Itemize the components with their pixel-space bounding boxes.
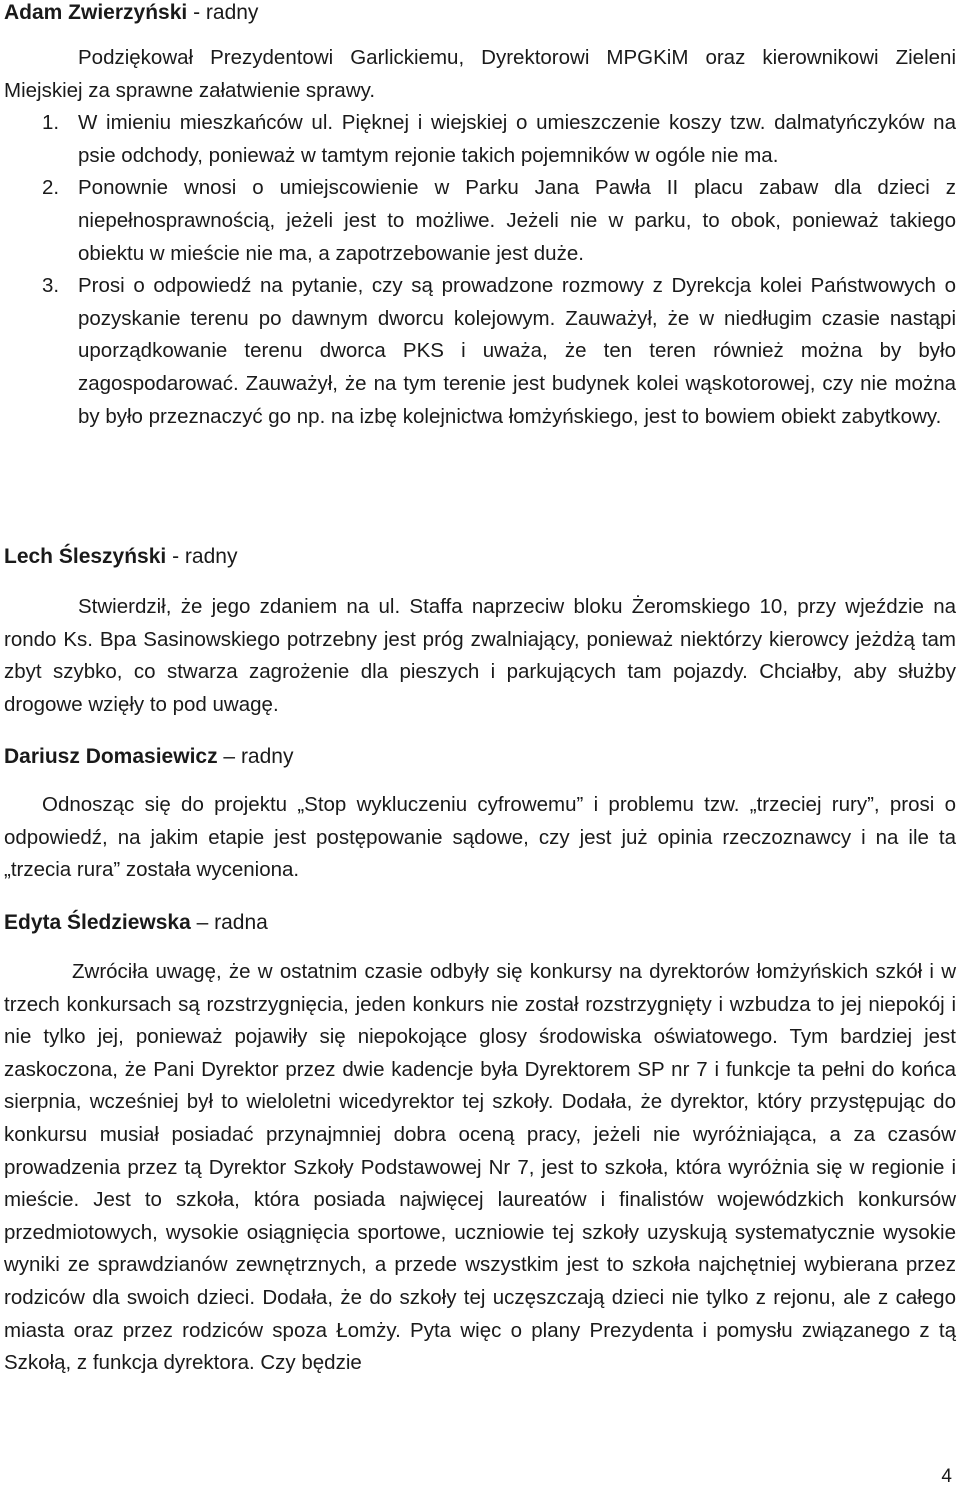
list-item <box>42 270 956 433</box>
speaker-role: – radny <box>217 745 294 768</box>
speaker-heading <box>4 910 960 936</box>
request-list <box>4 107 960 433</box>
speaker-name: Lech Śleszyński <box>4 545 167 568</box>
speaker-role: - radny <box>166 545 238 568</box>
speaker-heading <box>4 0 960 26</box>
section-sledziewska <box>0 910 960 1380</box>
speaker-role: – radna <box>190 911 268 934</box>
list-item <box>42 172 956 270</box>
section-zwierzynski <box>0 0 960 433</box>
list-item-text: W imieniu mieszkańców ul. Pięknej i wiejskiej o umieszczenie koszy tzw. dalmatyńczyków na psie odchody, ponieważ w tamtym rejonie takich pojemników w ogóle nie ma. <box>78 111 956 167</box>
section-sleszynski <box>0 544 960 721</box>
speaker-heading <box>4 544 960 570</box>
speaker-name: Adam Zwierzyński <box>4 1 188 24</box>
list-item-text: Prosi o odpowiedź na pytanie, czy są prowadzone rozmowy z Dyrekcja kolei Państwowych o pozyskanie terenu po dawnym dworcu kolejowym. Zauważył, że w niedługim czasie nastąpi uporządkowanie terenu dworca PKS i uważa, że ten teren również można by było zagospodarować. Zauważył, że na tym terenie jest budynek kolei wąskotorowej, czy nie można by było przeznaczyć go np. na izbę kolejnictwa łomżyńskiego, jest to bowiem obiekt zabytkowy. <box>78 274 956 428</box>
page-number: 4 <box>941 1466 952 1487</box>
statement-paragraph: Odnosząc się do projektu „Stop wykluczeniu cyfrowemu” i problemu tzw. „trzeciej rury”, prosi o odpowiedź, na jakim etapie jest postępowanie sądowe, czy jest już opinia rzeczoznawcy i na ile ta „trzecia rura” została wyceniona. <box>4 793 956 882</box>
speaker-heading <box>4 744 960 770</box>
list-item-number: 3. <box>42 274 60 298</box>
list-item <box>42 107 956 172</box>
statement-paragraph: Stwierdził, że jego zdaniem na ul. Staffa naprzeciw bloku Żeromskiego 10, przy wjeździe na rondo Ks. Bpa Sasinowskiego potrzebny jest próg zwalniający, ponieważ niektórzy kierowcy jeżdżą tam zbyt szybko, co stwarza zagrożenie dla pieszych i parkujących tam pojazdy. Chciałby, aby służby drogowe wzięły to pod uwagę. <box>4 595 956 716</box>
list-item-number: 1. <box>42 111 60 135</box>
list-item-text: Ponownie wnosi o umiejscowienie w Parku Jana Pawła II placu zabaw dla dzieci z niepełnosprawnością, jeżeli jest to możliwe. Jeżeli nie w parku, to obok, ponieważ takiego obiektu w mieście nie ma, a zapotrzebowanie jest duże. <box>78 176 956 265</box>
list-item-number: 2. <box>42 176 60 200</box>
speaker-name: Edyta Śledziewska <box>4 911 191 934</box>
statement-paragraph: Zwróciła uwagę, że w ostatnim czasie odbyły się konkursy na dyrektorów łomżyńskich szkół i w trzech konkursach są rozstrzygnięcia, jeden konkurs nie został rozstrzygnięty i wzbudza to jej niepokój i nie tylko jej, ponieważ pojawiły się niepokojące glosy środowiska oświatowego. Tym bardziej jest zaskoczona, że Pani Dyrektor przez dwie kadencje była Dyrektorem SP nr 7 i funkcje ta pełni do końca sierpnia, wcześniej był to wieloletni wicedyrektor tej szkoły. Dodała, że dyrektor, który przystępując do konkursu musiał posiadać przynajmniej dobra oceną pracy, jeżeli nie wyróżniająca, a za czasów prowadzenia przez tą Dyrektor Szkoły Podstawowej Nr 7, jest to szkoła, która wyróżnia się w regionie i mieście. Jest to szkoła, która posiada najwięcej laureatów i finalistów wojewódzkich konkursów przedmiotowych, wysokie osiągnięcia sportowe, uczniowie tej szkoły uzyskują systematycznie wysokie wyniki ze sprawdzianów zewnętrznych, a przede wszystkim jest to szkoła najchętniej wybierana przez rodziców dla swoich dzieci. Dodała, że do szkoły tej uczęszczają dzieci nie tylko z rejonu, ale z całego miasta oraz przez rodziców spoza Łomży. Pyta więc o plany Prezydenta i pomysłu związanego z tą Szkołą, z funkcja dyrektora. Czy będzie <box>4 960 956 1375</box>
section-domasiewicz <box>0 744 960 887</box>
speaker-role: - radny <box>187 1 259 24</box>
intro-paragraph: Podziękował Prezydentowi Garlickiemu, Dyrektorowi MPGKiM oraz kierownikowi Zieleni Miejskiej za sprawne załatwienie sprawy. <box>4 46 956 102</box>
speaker-name: Dariusz Domasiewicz <box>4 745 218 768</box>
